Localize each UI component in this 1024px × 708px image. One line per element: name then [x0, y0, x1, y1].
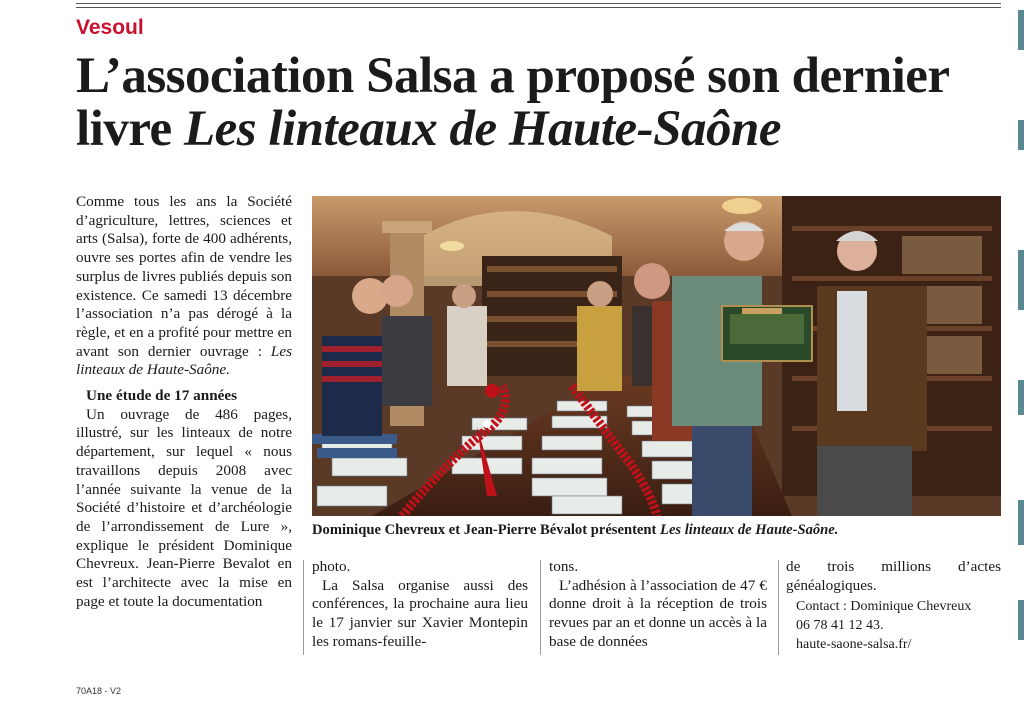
contact-phone: 06 78 41 12 43.: [796, 618, 884, 634]
subheading: Une étude de 17 années: [86, 387, 238, 405]
intro-text: Comme tous les ans la Société d’agriculture, lettres, sciences et arts (Salsa), forte de 400 adhérents, ouvre ses portes afin de vendre les surplus de livres publiés depuis son existence. Ce samedi 13 décembre l’association n’a pas dérogé à la règle, et en a profité pour mettre en avant son dernier ouvrage :: [76, 193, 292, 360]
top-rule-1: [76, 3, 1001, 4]
column-divider-2: [540, 560, 541, 655]
col2-paragraph-2: La Salsa organise aussi des conférences, la prochaine aura lieu le 17 janvier sur Xavier Montepin les romans-feuille-: [312, 576, 528, 650]
contact-website: haute-saone-salsa.fr/: [796, 637, 912, 653]
column-divider-3: [778, 560, 779, 655]
column-divider-1: [303, 560, 304, 655]
article-column-2: [312, 558, 528, 652]
page-code: 70A18 - V2: [76, 686, 122, 696]
caption-text: Dominique Chevreux et Jean-Pierre Bévalot présentent: [312, 522, 661, 538]
article-column-4: [786, 558, 1001, 654]
intro-paragraph: [76, 193, 292, 380]
article-headline: [76, 50, 1016, 156]
headline-book-title: Les linteaux de Haute-Saône: [183, 101, 782, 157]
col4-paragraph-1: de trois millions d’actes généalogiques.: [786, 558, 1001, 594]
body-paragraph-1: Un ouvrage de 486 pages, illustré, sur les linteaux de notre département, sur lequel « nous travaillons depuis 2008 avec l’année suivante la venue de la Société d’histoire et d’archéologie de l’arrondissement de Lure », explique le président Dominique Chevreux. Jean-Pierre Bevalot en est l’architecte avec la mise en page et toute la documentation: [76, 405, 292, 610]
caption-book-title: Les linteaux de Haute-Saône.: [660, 522, 839, 538]
contact-name: Contact : Dominique Chevreux: [796, 599, 972, 615]
page-edge-strip: [1006, 0, 1024, 708]
section-kicker: Vesoul: [76, 16, 144, 39]
article-photo: [312, 196, 1001, 516]
col3-paragraph-1: tons.: [549, 558, 579, 575]
photo-caption: [312, 522, 1012, 539]
article-column-1: [76, 193, 292, 611]
article-column-3: [549, 558, 767, 652]
contact-block: [786, 597, 1001, 654]
col3-paragraph-2: L’adhésion à l’association de 47 € donne droit à la réception de trois revues par an et donne un accès à la base de données: [549, 576, 767, 650]
headline-text: L’association Salsa a proposé son dernier livre: [76, 48, 949, 157]
col2-paragraph-1: photo.: [312, 558, 351, 575]
top-rule-2: [76, 7, 1001, 8]
photo-illustration: [312, 196, 1001, 516]
intro-book-title: Les linteaux de Haute-Saône.: [76, 342, 292, 379]
